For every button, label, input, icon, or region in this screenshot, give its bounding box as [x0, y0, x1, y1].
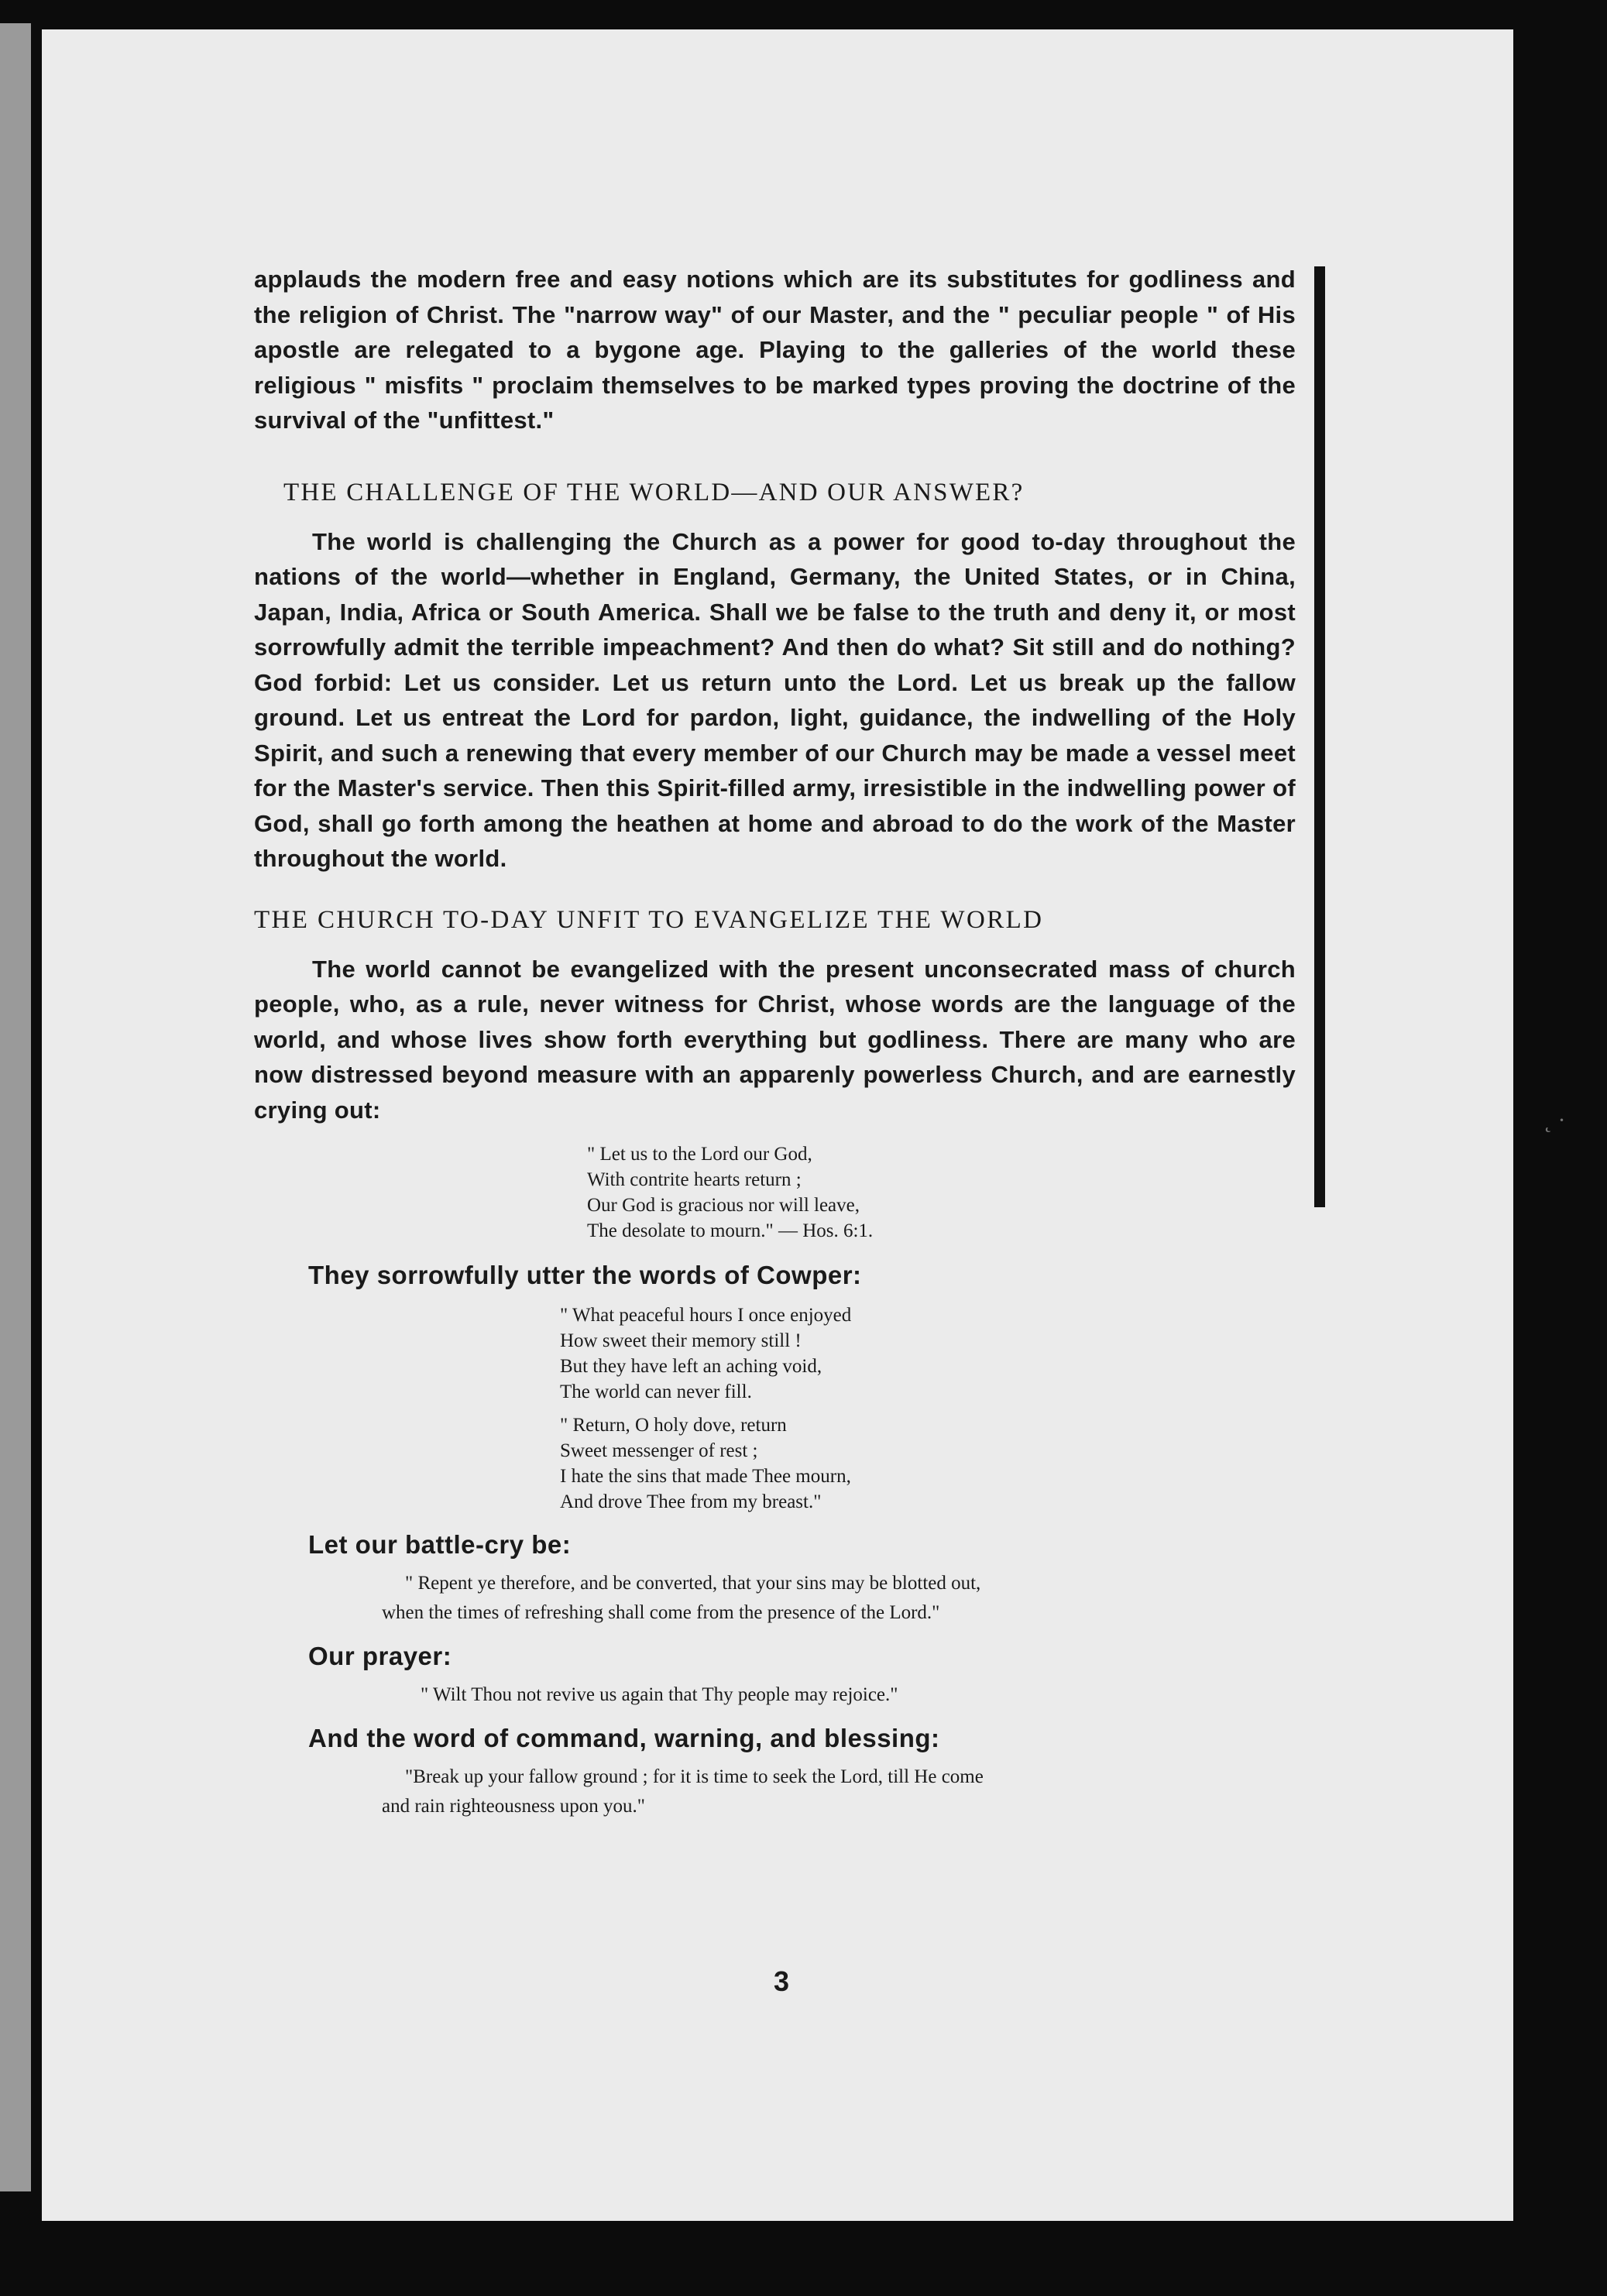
page-content	[254, 262, 1296, 1821]
cowper-intro: They sorrowfully utter the words of Cowper:	[308, 1261, 862, 1289]
prayer-intro: Our prayer:	[308, 1642, 452, 1670]
prayer-quote: " Wilt Thou not revive us again that Thy people may rejoice."	[421, 1684, 898, 1705]
verse-line: " Let us to the Lord our God,	[587, 1144, 812, 1165]
battle-quote	[382, 1569, 1296, 1628]
paragraph-church-unfit: The world cannot be evangelized with the present unconsecrated mass of church people, who, as a rule, never witness for Christ, whose words are the language of the world, and whose lives show forth everything but godliness. There are many who are now distressed beyond measure with an apparenly powerless Church, and are earnestly crying out:	[254, 955, 1296, 1124]
verse-line: How sweet their memory still !	[560, 1330, 802, 1351]
verse-line: But they have left an aching void,	[560, 1356, 822, 1377]
heading-church-unfit: THE CHURCH TO-DAY UNFIT TO EVANGELIZE THE WORLD	[254, 905, 1044, 934]
document-page	[42, 29, 1566, 2221]
cowper-verse	[560, 1302, 1296, 1515]
margin-rule	[1314, 266, 1325, 1207]
verse-line: " Return, O holy dove, return	[560, 1415, 787, 1436]
command-quote	[382, 1762, 1296, 1821]
verse-line: Our God is gracious nor will leave,	[587, 1195, 860, 1216]
verse-line: The world can never fill.	[560, 1381, 752, 1402]
paragraph-challenge: The world is challenging the Church as a power for good to-day throughout the nations of the world—whether in England, Germany, the United States, or in China, Japan, India, Africa or South America. Shall we be false to the truth and deny it, or most sorrowfully admit the terrible impeachment? And then do what? Sit still and do nothing? God forbid: Let us consider. Let us return unto the Lord. Let us break up the fallow ground. Let us entreat the Lord for pardon, light, guidance, the indwelling of the Holy Spirit, and such a renewing that every member of our Church may be made a vessel meet for the Master's service. Then this Spirit-filled army, irresistible in the indwelling power of God, shall go forth among the heathen at home and abroad to do the work of the Master throughout the world.	[254, 527, 1296, 872]
scan-specks: ˛ ·	[1544, 1107, 1566, 1133]
verse-line: The desolate to mourn." — Hos. 6:1.	[587, 1220, 874, 1241]
quote-line: and rain righteousness upon you."	[382, 1796, 646, 1817]
verse-line: Sweet messenger of rest ;	[560, 1440, 758, 1461]
quote-line: when the times of refreshing shall come from the presence of the Lord."	[382, 1602, 940, 1623]
hosea-verse	[587, 1141, 1296, 1244]
heading-challenge: THE CHALLENGE OF THE WORLD—AND OUR ANSWER?	[283, 478, 1025, 506]
adjacent-page-edge	[0, 23, 31, 2191]
quote-line: " Repent ye therefore, and be converted, that your sins may be blotted out,	[405, 1573, 981, 1594]
page-number: 3	[774, 1965, 790, 1997]
battle-intro: Let our battle-cry be:	[308, 1530, 572, 1559]
verse-line: I hate the sins that made Thee mourn,	[560, 1466, 851, 1487]
command-intro: And the word of command, warning, and blessing:	[308, 1724, 940, 1752]
verse-line: " What peaceful hours I once enjoyed	[560, 1305, 852, 1326]
verse-line: And drove Thee from my breast."	[560, 1491, 822, 1512]
quote-line: "Break up your fallow ground ; for it is time to seek the Lord, till He come	[405, 1766, 984, 1787]
paragraph-opening: applauds the modern free and easy notions which are its substitutes for godliness and the religion of Christ. The "narrow way" of our Master, and the " peculiar people " of His apostle are relegated to a bygone age. Playing to the galleries of the world these religious " misfits " proclaim themselves to be marked types proving the doctrine of the survival of the "unfittest."	[254, 266, 1296, 434]
verse-line: With contrite hearts return ;	[587, 1169, 802, 1190]
